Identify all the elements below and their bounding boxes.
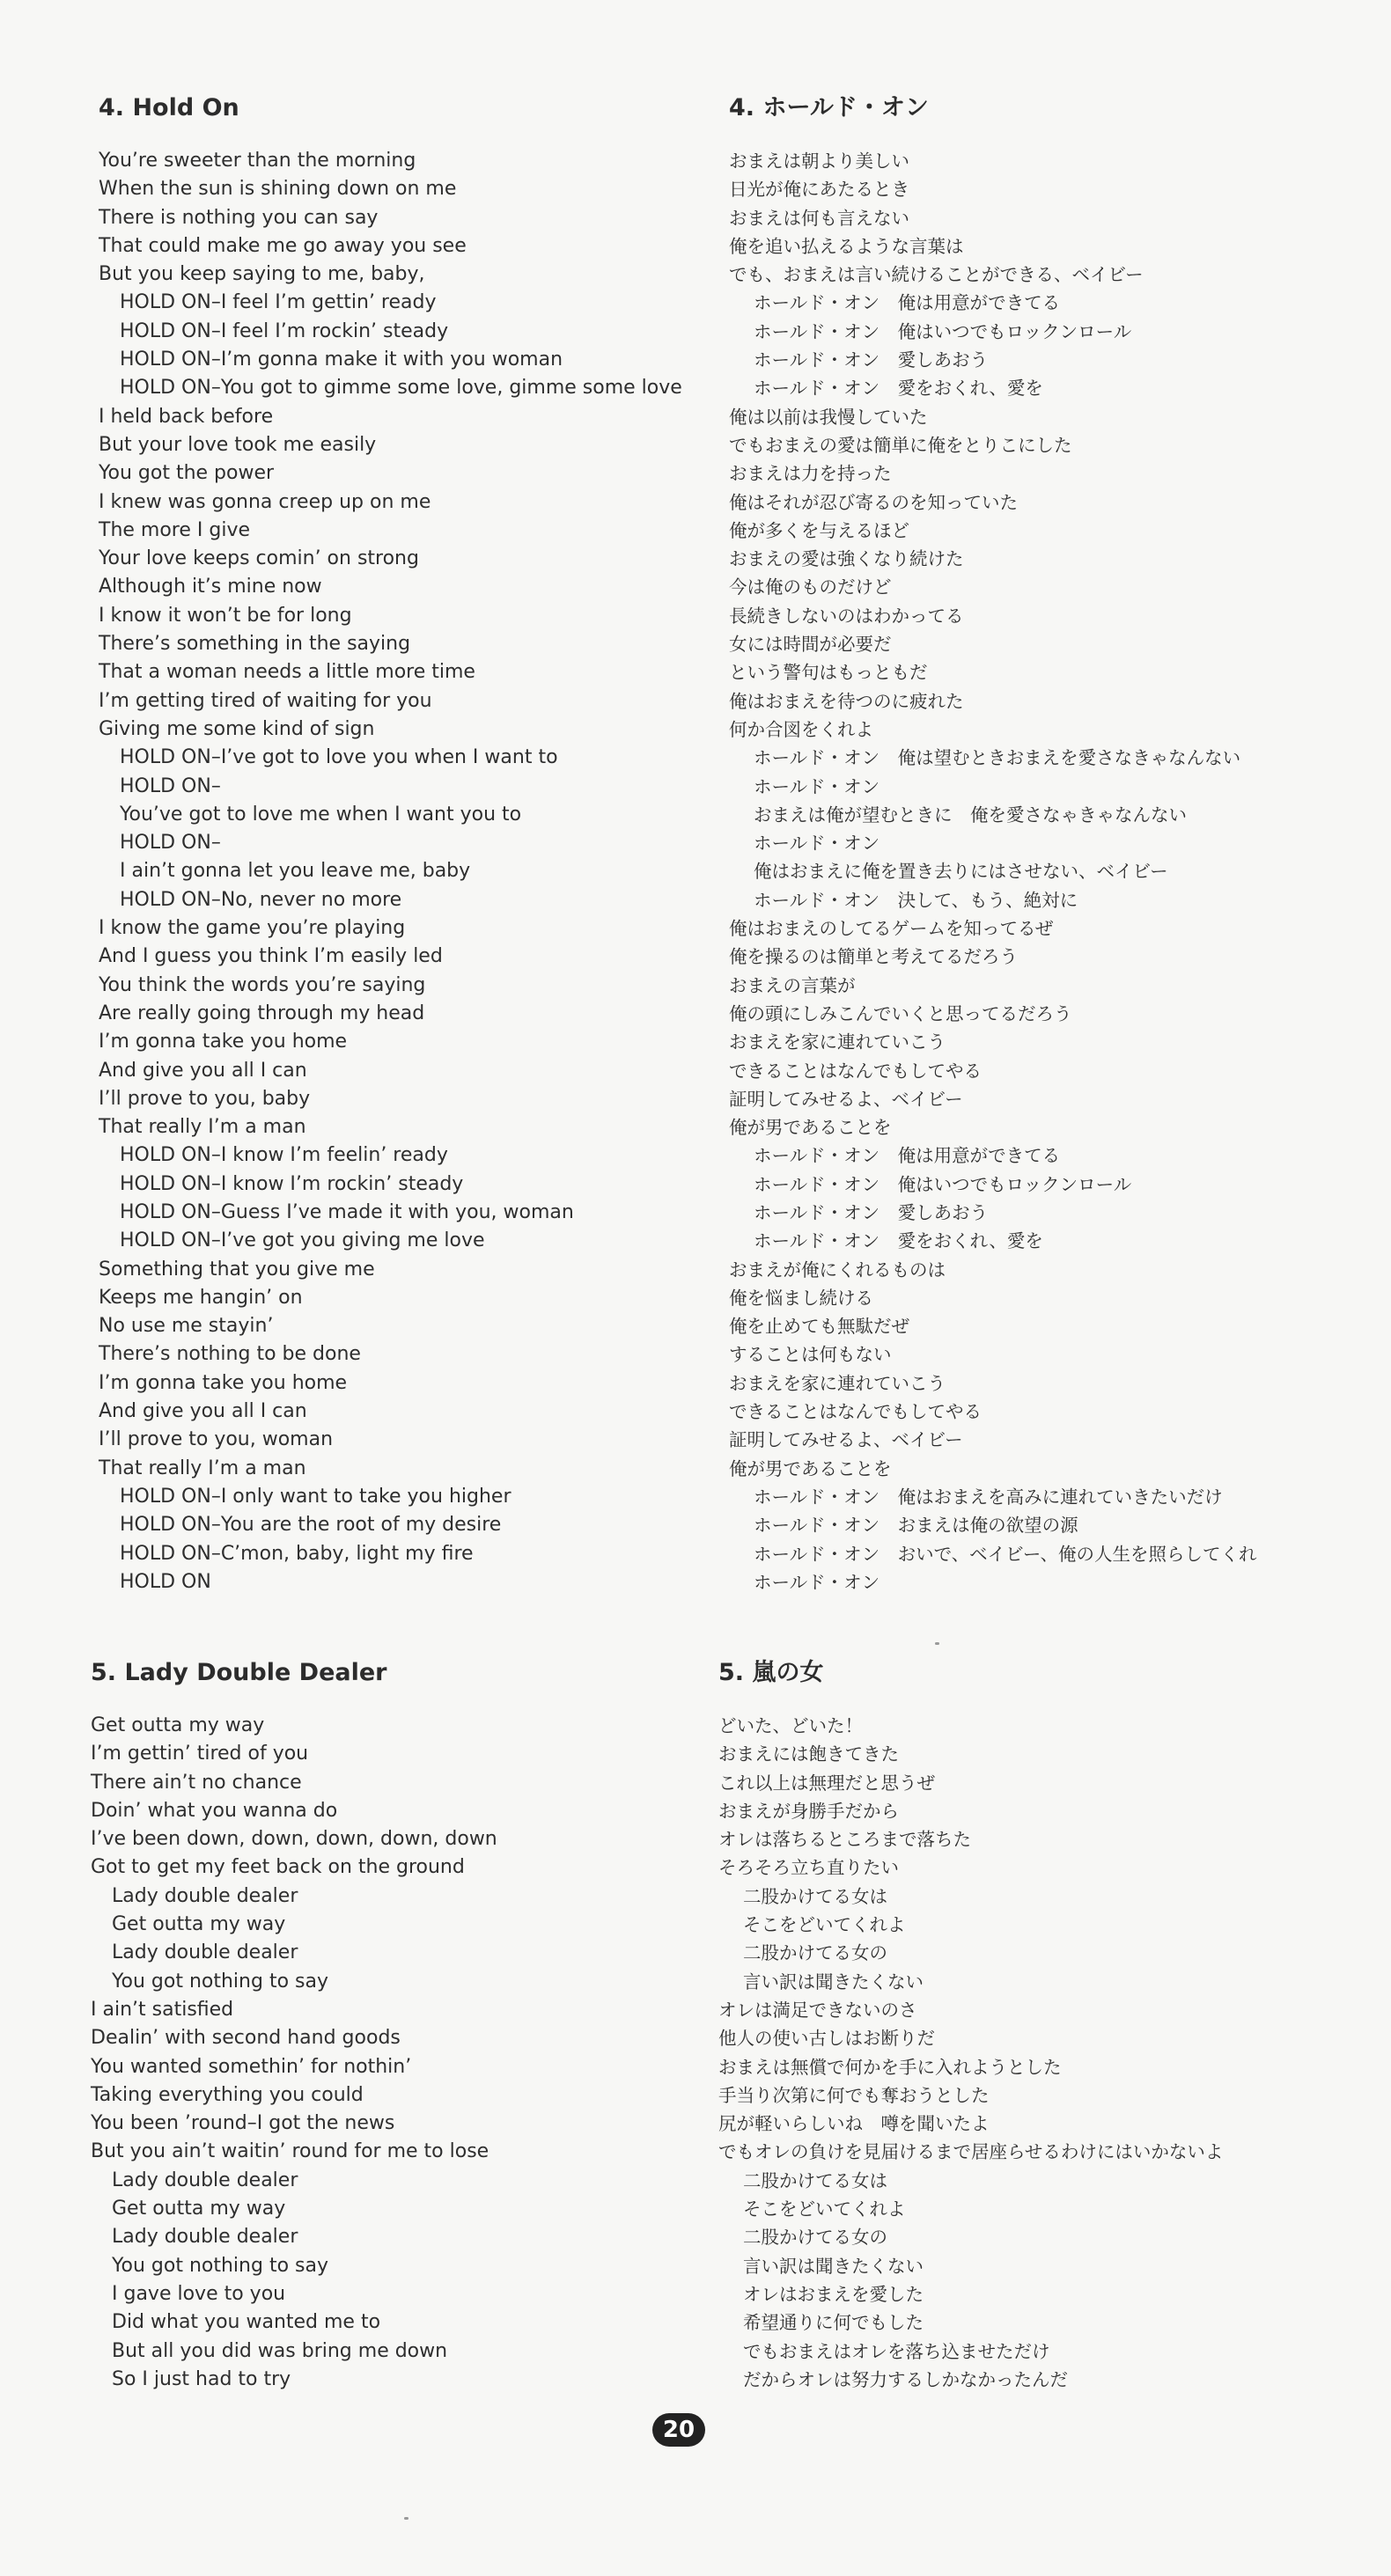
paper-speck (935, 1642, 939, 1645)
song5-en (91, 1655, 497, 2394)
lyric-line: There ain’t no chance (91, 1771, 302, 1794)
lyric-line: There is nothing you can say (99, 206, 379, 229)
lyric-line: I know the game you’re playing (99, 917, 406, 940)
lyric-line: でもオレの負けを見届けるまで居座らせるわけにはいかないよ (718, 2141, 1224, 2163)
lyric-line: 俺はおまえを待つのに疲れた (729, 690, 964, 712)
lyric-line: 俺はおまえのしてるゲームを知ってるぜ (729, 918, 1054, 940)
lyric-line: HOLD ON–I only want to take you higher (120, 1485, 512, 1508)
lyric-line: HOLD ON–You got to gimme some love, gimme some love (120, 377, 682, 400)
lyric-line: ホールド・オン おいで、ベイビー、俺の人生を照らしてくれ (754, 1543, 1257, 1565)
lyric-line: おまえを家に連れていこう (729, 1031, 946, 1053)
lyric-line: That a woman needs a little more time (99, 661, 475, 684)
lyric-line: ホールド・オン 愛をおくれ、愛を (754, 1230, 1043, 1252)
lyric-line: I gave love to you (112, 2282, 286, 2305)
lyric-line: 日光が俺にあたるとき (729, 179, 909, 201)
lyric-line: 俺を悩まし続ける (729, 1287, 873, 1309)
lyric-line: でもおまえはオレを落ち込ませただけ (743, 2340, 1050, 2362)
song4-jp-title: 4. ホールド・オン (729, 94, 929, 121)
lyric-line: HOLD ON–Guess I’ve made it with you, woman (120, 1200, 574, 1223)
lyric-line: そこをどいてくれよ (743, 1914, 906, 1936)
lyric-line: Giving me some kind of sign (99, 717, 375, 740)
song5-jp (718, 1655, 1223, 2394)
lyric-line: できることはなんでもしてやる (729, 1401, 982, 1423)
lyric-line: 今は俺のものだけど (729, 576, 892, 598)
lyric-line: 言い訳は聞きたくない (743, 2255, 924, 2277)
lyric-line: 俺を追い払えるような言葉は (729, 235, 964, 257)
lyric-line: HOLD ON–No, never no more (120, 888, 402, 911)
lyric-line: HOLD ON–I know I’m rockin’ steady (120, 1172, 464, 1195)
lyric-line: 二股かけてる女は (743, 2169, 887, 2191)
lyric-line: そろそろ立ち直りたい (718, 1857, 899, 1879)
lyric-line: Get outta my way (91, 1714, 265, 1736)
lyric-line: これ以上は無理だと思うぜ (718, 1772, 935, 1794)
lyric-line: HOLD ON–I’ve got to love you when I want to (120, 746, 558, 769)
lyric-line: おまえは俺が望むときに 俺を愛さなゃきゃなんない (754, 804, 1187, 826)
lyric-line: I knew was gonna creep up on me (99, 490, 431, 513)
lyric-line: 言い訳は聞きたくない (743, 1971, 924, 1993)
lyric-line: オレはおまえを愛した (743, 2283, 924, 2305)
lyric-line: HOLD ON–I know I’m feelin’ ready (120, 1144, 448, 1167)
lyric-line: おまえは何も言えない (729, 207, 909, 229)
lyric-line: Lady double dealer (112, 1941, 298, 1964)
lyric-line: 俺が多くを与えるほど (729, 519, 909, 541)
lyric-line: That could make me go away you see (99, 234, 467, 257)
lyric-line: おまえが身勝手だから (718, 1800, 899, 1822)
lyric-line: Something that you give me (99, 1258, 375, 1281)
lyric-line: HOLD ON–You are the root of my desire (120, 1514, 502, 1537)
lyric-line: 俺は以前は我慢していた (729, 406, 928, 428)
lyric-line: You’ve got to love me when I want you to (120, 803, 522, 826)
lyric-line: HOLD ON–I feel I’m gettin’ ready (120, 291, 437, 314)
lyric-line: 二股かけてる女の (743, 1942, 887, 1964)
lyric-line: 二股かけてる女の (743, 2227, 887, 2249)
lyric-line: I ain’t satisfied (91, 1998, 234, 2021)
lyric-line: ホールド・オン 決して、もう、絶対に (754, 889, 1078, 911)
lyric-line: Keeps me hangin’ on (99, 1286, 303, 1309)
song5-jp-lyrics (718, 1712, 1223, 2394)
song4-en-lyrics (99, 147, 682, 1596)
lyric-line: The more I give (99, 518, 251, 541)
lyric-line: でも、おまえは言い続けることができる、ベイビー (729, 264, 1144, 286)
lyric-line: オレは満足できないのさ (718, 1999, 917, 2021)
lyric-line: という警句はもっともだ (729, 662, 928, 684)
lyric-line: ホールド・オン 俺は望むときおまえを愛さなきゃなんない (754, 747, 1241, 769)
lyric-line: ホールド・オン 俺は用意ができてる (754, 292, 1061, 314)
lyric-line: ホールド・オン 俺はおまえを高みに連れていきたいだけ (754, 1486, 1223, 1508)
lyric-line: You got nothing to say (112, 2254, 328, 2277)
lyric-line: ホールド・オン (754, 775, 880, 797)
lyric-line: 俺を操るのは簡単と考えてるだろう (729, 946, 1018, 968)
lyric-line: ホールド・オン 愛しあおう (754, 1201, 989, 1223)
lyric-line: おまえには飽きてきた (718, 1743, 899, 1765)
lyric-line: There’s nothing to be done (99, 1343, 361, 1366)
lyric-line: You been ’round–I got the news (91, 2112, 395, 2135)
lyric-line: And give you all I can (99, 1059, 307, 1082)
lyric-line: Lady double dealer (112, 1884, 298, 1907)
song4-jp-lyrics (729, 147, 1257, 1596)
lyric-line: 手当り次第に何でも奪おうとした (718, 2084, 990, 2106)
lyric-line: I’ll prove to you, woman (99, 1428, 334, 1451)
lyric-line: そこをどいてくれよ (743, 2198, 906, 2220)
lyric-line: 尻が軽いらしいね 噂を聞いたよ (718, 2113, 990, 2135)
lyric-line: That really I’m a man (99, 1116, 306, 1139)
lyric-line: 証明してみせるよ、ベイビー (729, 1088, 963, 1110)
lyric-line: 何か合図をくれよ (729, 718, 873, 740)
lyric-line: おまえの言葉が (729, 974, 856, 996)
lyric-line: Get outta my way (112, 2198, 286, 2220)
lyric-line: But you keep saying to me, baby, (99, 263, 425, 286)
lyric-line: HOLD ON–I’ve got you giving me love (120, 1229, 485, 1252)
lyric-line: No use me stayin’ (99, 1315, 274, 1338)
lyric-line: HOLD ON– (120, 774, 221, 797)
lyric-line: And give you all I can (99, 1400, 307, 1423)
lyric-line: できることはなんでもしてやる (729, 1060, 982, 1082)
lyric-line: ホールド・オン 俺は用意ができてる (754, 1145, 1061, 1167)
lyric-line: I know it won’t be for long (99, 604, 352, 627)
lyric-line: ホールド・オン 愛をおくれ、愛を (754, 378, 1043, 400)
lyric-line: I’m gettin’ tired of you (91, 1743, 309, 1765)
lyric-line: 俺はそれが忍び寄るのを知っていた (729, 491, 1018, 513)
lyric-line: HOLD ON– (120, 832, 221, 855)
lyric-line: 証明してみせるよ、ベイビー (729, 1429, 963, 1451)
lyric-line: That really I’m a man (99, 1457, 306, 1479)
lyric-line: Doin’ what you wanna do (91, 1799, 338, 1822)
song5-en-title: 5. Lady Double Dealer (91, 1659, 387, 1686)
lyric-line: 他人の使い古しはお断りだ (718, 2028, 935, 2050)
song5-en-lyrics (91, 1712, 497, 2394)
lyric-line: ホールド・オン (754, 833, 880, 855)
lyric-line: Lady double dealer (112, 2226, 298, 2249)
lyric-line: And I guess you think I’m easily led (99, 945, 443, 968)
lyric-line: 俺はおまえに俺を置き去りにはさせない、ベイビー (754, 861, 1168, 883)
page-number-badge: 20 (652, 2413, 705, 2447)
lyric-line: 俺が男であることを (729, 1117, 892, 1139)
lyric-line: I’ve been down, down, down, down, down (91, 1828, 497, 1851)
lyric-line: おまえは力を持った (729, 463, 892, 485)
lyric-line: おまえが俺にくれるものは (729, 1259, 946, 1281)
lyric-line: ホールド・オン 愛しあおう (754, 349, 989, 371)
lyric-line: But your love took me easily (99, 433, 377, 456)
lyric-line: So I just had to try (112, 2367, 291, 2390)
lyric-line: When the sun is shining down on me (99, 178, 457, 201)
paper-speck (404, 2517, 408, 2520)
song4-jp (729, 91, 1257, 1596)
lyric-line: Taking everything you could (91, 2083, 364, 2106)
lyric-line: ホールド・オン おまえは俺の欲望の源 (754, 1515, 1078, 1537)
lyric-line: 俺の頭にしみこんでいくと思ってるだろう (729, 1002, 1072, 1024)
lyric-line: You got nothing to say (112, 1970, 328, 1993)
lyric-line: どいた、どいた！ (718, 1715, 863, 1736)
lyric-line: I’m getting tired of waiting for you (99, 689, 432, 712)
lyric-line: HOLD ON (120, 1570, 211, 1593)
lyric-line: Did what you wanted me to (112, 2311, 381, 2334)
lyric-line: オレは落ちるところまで落ちた (718, 1829, 971, 1851)
lyric-line: You got the power (99, 462, 275, 485)
lyric-line: You wanted somethin’ for nothin’ (91, 2055, 412, 2078)
lyric-line: おまえを家に連れていこう (729, 1372, 946, 1394)
lyric-line: Get outta my way (112, 1913, 286, 1936)
lyric-line: Are really going through my head (99, 1002, 425, 1024)
lyric-line: 長続きしないのはわかってる (729, 605, 964, 627)
lyric-line: I held back before (99, 405, 274, 428)
lyric-line: Although it’s mine now (99, 576, 322, 598)
lyric-line: Dealin’ with second hand goods (91, 2027, 401, 2050)
lyric-line: ホールド・オン (754, 1571, 880, 1593)
lyric-line: ホールド・オン 俺はいつでもロックンロール (754, 1173, 1132, 1195)
lyric-line: 女には時間が必要だ (729, 634, 892, 656)
lyric-line: HOLD ON–I’m gonna make it with you woman (120, 349, 563, 371)
song5-jp-title: 5. 嵐の女 (718, 1659, 824, 1686)
lyric-line: HOLD ON–I feel I’m rockin’ steady (120, 319, 449, 342)
lyric-line: おまえは朝より美しい (729, 150, 909, 172)
lyric-line: Got to get my feet back on the ground (91, 1856, 465, 1879)
lyric-line: 俺が男であることを (729, 1457, 892, 1479)
lyric-line: I ain’t gonna let you leave me, baby (120, 860, 471, 883)
lyric-line: 希望通りに何でもした (743, 2312, 924, 2334)
lyric-line: だからオレは努力するしかなかったんだ (743, 2368, 1068, 2390)
song4-en-title: 4. Hold On (99, 94, 239, 121)
lyric-line: することは何もない (729, 1344, 892, 1366)
lyric-line: There’s something in the saying (99, 633, 411, 656)
lyric-line: ホールド・オン 俺はいつでもロックンロール (754, 320, 1132, 342)
lyric-line: おまえの愛は強くなり続けた (729, 548, 964, 570)
lyric-line: But you ain’t waitin’ round for me to lose (91, 2140, 489, 2163)
lyric-line: But all you did was bring me down (112, 2339, 448, 2362)
lyric-line: You think the words you’re saying (99, 973, 426, 996)
lyric-line: I’m gonna take you home (99, 1031, 348, 1053)
lyric-line: Your love keeps comin’ on strong (99, 547, 419, 570)
lyric-line: 俺を止めても無駄だぜ (729, 1316, 909, 1338)
lyric-line: Lady double dealer (112, 2169, 298, 2191)
lyric-line: おまえは無償で何かを手に入れようとした (718, 2056, 1062, 2078)
lyric-line: 二股かけてる女は (743, 1885, 887, 1907)
lyric-line: I’ll prove to you, baby (99, 1087, 311, 1110)
song4-en (99, 91, 682, 1596)
lyric-line: You’re sweeter than the morning (99, 150, 416, 172)
lyric-line: でもおまえの愛は簡単に俺をとりこにした (729, 434, 1072, 456)
lyric-line: I’m gonna take you home (99, 1371, 348, 1394)
lyric-line: HOLD ON–C’mon, baby, light my fire (120, 1542, 474, 1565)
